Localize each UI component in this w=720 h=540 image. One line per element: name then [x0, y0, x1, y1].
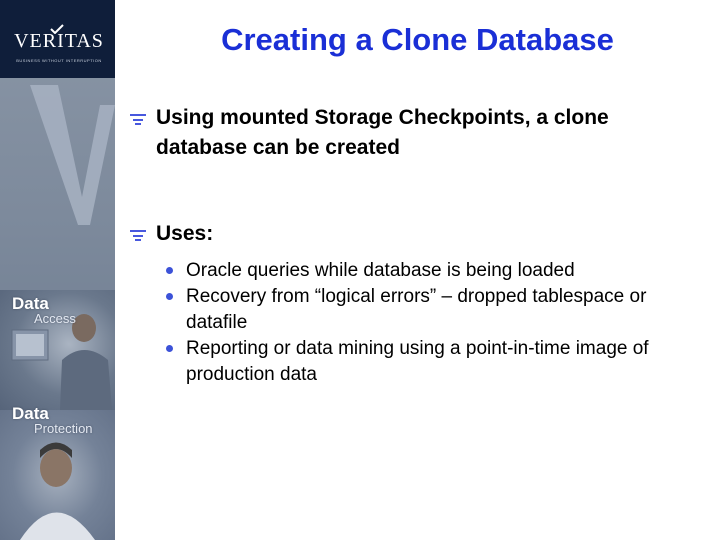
- sub-bullet-item: [166, 336, 696, 388]
- veritas-v-watermark-icon: [30, 85, 115, 225]
- bullet-dot-icon: [166, 293, 173, 300]
- bullet-dot-icon: [166, 267, 173, 274]
- bullet-lines-icon: [129, 228, 147, 242]
- veritas-logo: [0, 0, 115, 78]
- sub-bullet-item: [166, 284, 696, 336]
- logo-brand-text: VERITAS: [14, 30, 104, 52]
- bullet-lines-icon: [129, 112, 147, 126]
- sub-bullet-text: Recovery from “logical errors” – dropped tablespace or datafile: [186, 286, 647, 333]
- slide-title: Creating a Clone Database: [221, 22, 614, 57]
- uses-sub-bullet-list: [166, 258, 696, 388]
- sub-bullet-text: Oracle queries while database is being loaded: [186, 260, 575, 281]
- sub-bullet-item: [166, 258, 696, 284]
- bullet-clone-database: Using mounted Storage Checkpoints, a clone database can be created: [156, 106, 609, 159]
- sub-bullet-text: Reporting or data mining using a point-in-time image of production data: [186, 338, 649, 385]
- data-access-label-sub: Access: [34, 311, 76, 326]
- data-protection-label-main: Data: [12, 404, 49, 423]
- data-access-label-main: Data: [12, 294, 49, 313]
- data-protection-label-sub: Protection: [34, 421, 93, 436]
- logo-tagline: BUSINESS WITHOUT INTERRUPTION: [16, 58, 102, 63]
- bullet-uses: Uses:: [156, 222, 214, 245]
- sidebar-panel: [0, 0, 115, 540]
- bullet-dot-icon: [166, 345, 173, 352]
